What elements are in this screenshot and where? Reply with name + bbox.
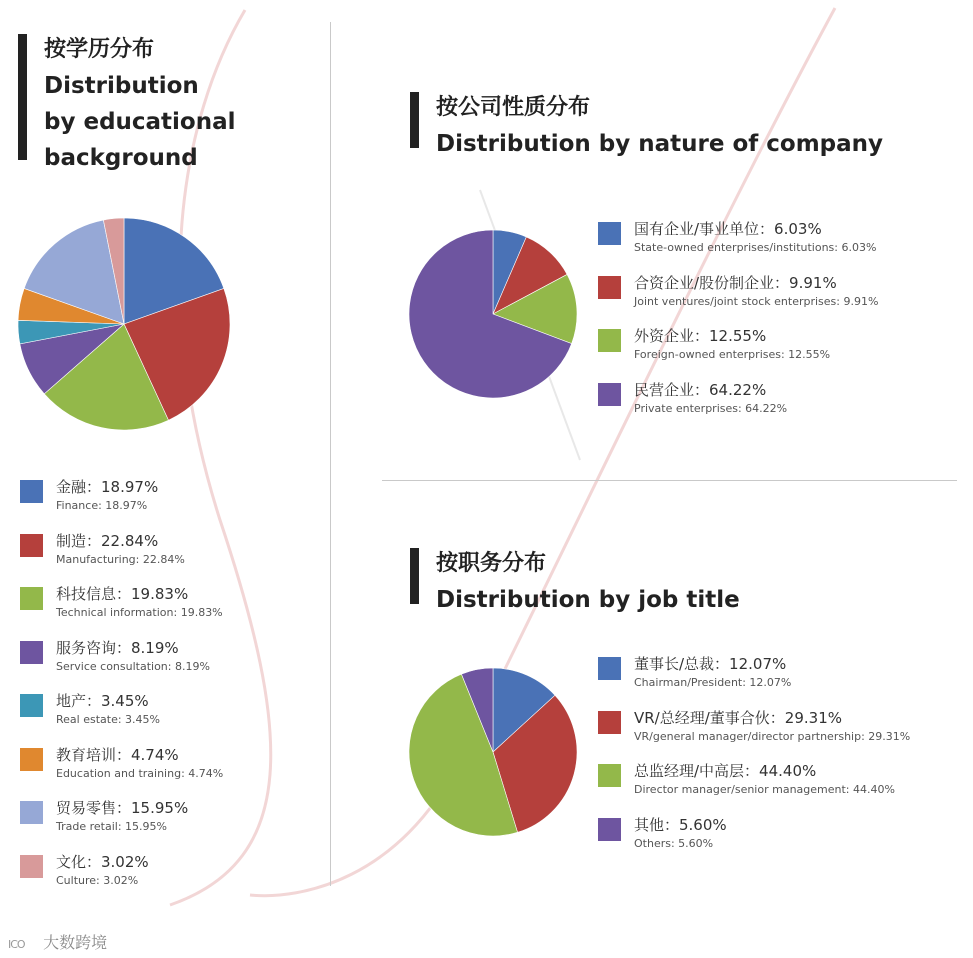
legend-label-zh: 外资企业：12.55% (634, 327, 767, 345)
legend-label-en: VR/general manager/director partnership: 29.31% (634, 729, 911, 743)
company-pie-chart (409, 230, 577, 398)
job-title-en: Distribution by job title (436, 587, 740, 613)
watermark (8, 930, 107, 953)
legend-swatch (20, 748, 43, 771)
legend-label-zh: 地产：3.45% (56, 692, 149, 710)
job-title-zh: 按职务分布 (436, 551, 547, 576)
legend-label-zh: 总监经理/中高层：44.40% (634, 762, 817, 780)
legend-swatch (598, 276, 621, 299)
legend-swatch (598, 383, 621, 406)
legend-label-zh: 金融：18.97% (56, 478, 159, 496)
legend-swatch (20, 694, 43, 717)
company-title-zh: 按公司性质分布 (436, 95, 591, 120)
legend-swatch (598, 657, 621, 680)
legend-label-zh: 教育培训：4.74% (56, 745, 179, 764)
legend-swatch (598, 818, 621, 841)
watermark-text: 大数跨境 (43, 933, 108, 952)
legend-swatch (20, 534, 43, 557)
legend-label-en: Private enterprises: 64.22% (634, 401, 788, 415)
legend-label-en: Technical information: 19.83% (56, 606, 223, 619)
legend-label-zh: 民营企业：64.22% (634, 380, 767, 399)
legend-swatch (20, 801, 43, 824)
legend-label-en: Others: 5.60% (634, 836, 714, 850)
legend-swatch (20, 855, 43, 878)
job-pie-chart (409, 668, 577, 836)
legend-label-zh: 制造：22.84% (56, 531, 159, 550)
heading-bar (410, 548, 419, 604)
legend-label-zh: 国有企业/事业单位：6.03% (634, 220, 822, 238)
legend-label-zh: 科技信息：19.83% (56, 585, 189, 603)
legend-label-zh: 文化：3.02% (56, 852, 149, 871)
legend-label-zh: 贸易零售：15.95% (56, 799, 189, 817)
legend-label-en: Director manager/senior management: 44.40% (634, 783, 895, 796)
legend-label-en: Chairman/President: 12.07% (634, 676, 792, 689)
legend-label-zh: 其他：5.60% (634, 815, 727, 834)
heading-bar (410, 92, 419, 148)
legend-label-en: Real estate: 3.45% (56, 713, 160, 726)
watermark-logo-icon: ICO (8, 938, 25, 951)
legend-swatch (20, 587, 43, 610)
legend-label-en: Culture: 3.02% (56, 873, 139, 887)
legend-swatch (598, 222, 621, 245)
education-title-en-1: Distribution (44, 73, 199, 99)
legend-swatch (598, 764, 621, 787)
legend-label-zh: 合资企业/股份制企业：9.91% (634, 273, 837, 292)
legend-swatch (598, 329, 621, 352)
education-pie-chart (18, 218, 230, 430)
vertical-divider (330, 22, 331, 886)
legend-label-en: Foreign-owned enterprises: 12.55% (634, 348, 831, 361)
legend-label-zh: VR/总经理/董事合伙：29.31% (634, 708, 842, 727)
horizontal-divider (382, 480, 957, 481)
legend-swatch (20, 480, 43, 503)
legend-label-zh: 董事长/总裁：12.07% (634, 655, 787, 673)
legend-label-en: Finance: 18.97% (56, 499, 148, 512)
heading-bar (18, 34, 27, 160)
education-title-zh: 按学历分布 (44, 37, 155, 62)
legend-label-en: Manufacturing: 22.84% (56, 552, 185, 566)
company-title-en: Distribution by nature of company (436, 131, 884, 157)
legend-label-en: Education and training: 4.74% (56, 766, 224, 780)
education-title-en-3: background (44, 145, 198, 171)
legend-label-en: State-owned enterprises/institutions: 6.03% (634, 241, 877, 254)
legend-label-zh: 服务咨询：8.19% (56, 638, 179, 657)
legend-swatch (598, 711, 621, 734)
education-title-en-2: by educational (44, 109, 236, 135)
legend-label-en: Service consultation: 8.19% (56, 659, 210, 673)
legend-label-en: Joint ventures/joint stock enterprises: 9.91% (634, 294, 879, 308)
legend-label-en: Trade retail: 15.95% (56, 820, 167, 833)
legend-swatch (20, 641, 43, 664)
